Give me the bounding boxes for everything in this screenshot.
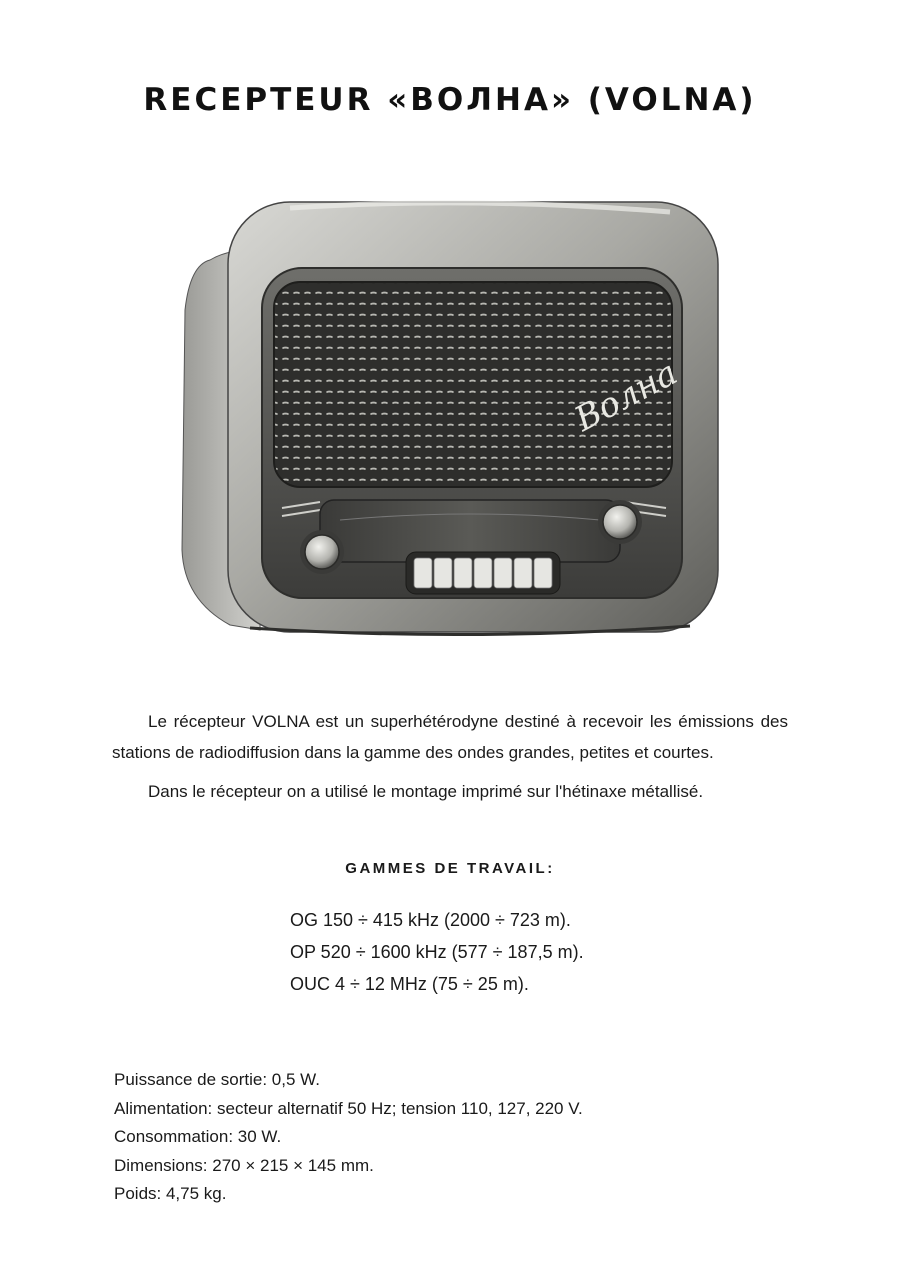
spec-consumption: Consommation: 30 W. (114, 1127, 282, 1146)
spec-weight: Poids: 4,75 kg. (114, 1184, 227, 1203)
intro-text (112, 706, 788, 807)
range-og: OG 150 ÷ 415 kHz (2000 ÷ 723 m). (290, 910, 571, 930)
radio-photo (170, 190, 730, 650)
range-ouc: OUC 4 ÷ 12 MHz (75 ÷ 25 m). (290, 974, 529, 994)
page-title: RECEPTEUR «ВОЛНА» (VOLNA) (143, 82, 757, 118)
tuning-knob (603, 505, 637, 539)
ranges-heading: GAMMES DE TRAVAIL: (345, 860, 555, 877)
band-selector-keys (414, 558, 552, 588)
range-op: OP 520 ÷ 1600 kHz (577 ÷ 187,5 m). (290, 942, 584, 962)
specs-list (114, 1066, 583, 1209)
volume-knob (305, 535, 339, 569)
spec-power-supply: Alimentation: secteur alternatif 50 Hz; tension 110, 127, 220 V. (114, 1098, 583, 1118)
ranges-list (290, 904, 584, 1000)
grille-logo: Волна (568, 352, 685, 440)
intro-paragraph-1: Le récepteur VOLNA est un superhétérodyne destiné à recevoir les émissions des stations de radiodiffusion dans la gamme des ondes grandes, petites et courtes. (112, 712, 788, 762)
intro-paragraph-2: Dans le récepteur on a utilisé le montage imprimé sur l'hétinaxe métallisé. (148, 782, 704, 801)
spec-dimensions: Dimensions: 270 × 215 × 145 mm. (114, 1155, 374, 1175)
spec-output-power: Puissance de sortie: 0,5 W. (114, 1070, 320, 1089)
